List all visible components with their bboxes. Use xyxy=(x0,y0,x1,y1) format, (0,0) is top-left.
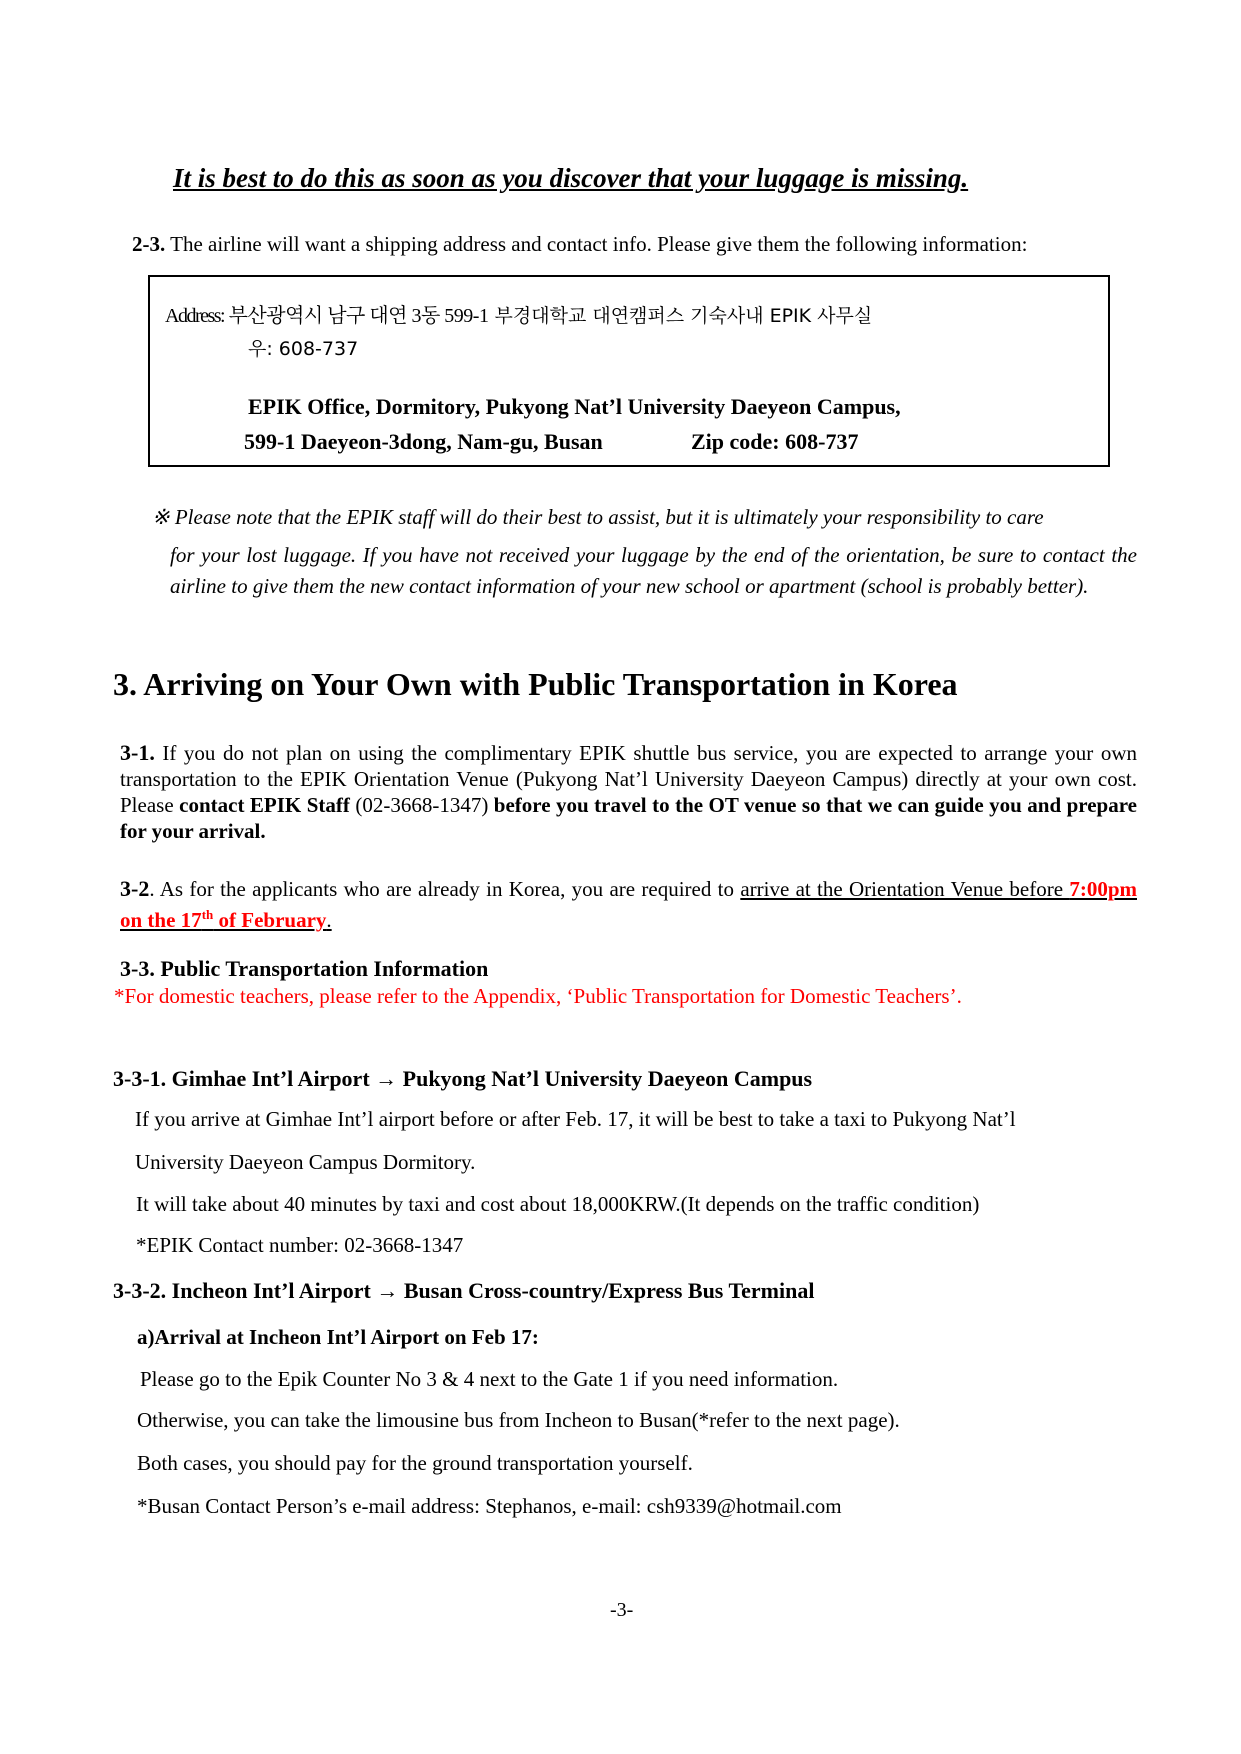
section-3-heading: 3. Arriving on Your Own with Public Transportation in Korea xyxy=(113,666,958,702)
address-en-line1: EPIK Office, Dormitory, Pukyong Nat’l University Daeyeon Campus, xyxy=(248,394,901,419)
section-3-1 xyxy=(120,740,1137,844)
gimhae-line3: It will take about 40 minutes by taxi and cost about 18,000KRW.(It depends on the traffic condition) xyxy=(136,1192,980,1216)
section-num: 2-3. xyxy=(132,232,166,256)
zip-code: Zip code: 608-737 xyxy=(691,429,859,454)
section-3-3-title: 3-3. Public Transportation Information xyxy=(120,956,489,981)
luggage-warning: It is best to do this as soon as you discover that your luggage is missing. xyxy=(173,163,969,193)
note-rest: for your lost luggage. If you have not received your luggage by the end of the orientation, be sure to contact the airline to give them the new contact information of your new school or apartment (school is probably better). xyxy=(170,543,1137,598)
busan-contact: *Busan Contact Person’s e-mail address: Stephanos, e-mail: csh9339@hotmail.com xyxy=(137,1494,842,1518)
superscript: th xyxy=(201,907,214,922)
section-num: 3-1. xyxy=(120,740,155,765)
section-num: 3-2 xyxy=(120,876,150,901)
bold-text: contact EPIK Staff xyxy=(179,793,350,817)
section-2-3 xyxy=(132,234,1027,255)
deadline-month: of February xyxy=(213,908,327,932)
page-number: -3- xyxy=(610,1599,634,1621)
incheon-line1: Please go to the Epik Counter No 3 & 4 next to the Gate 1 if you need information. xyxy=(140,1367,839,1391)
phone: (02-3668-1347) xyxy=(349,793,494,817)
korean-address xyxy=(165,306,872,326)
text: If you do not plan on using the complimentary EPIK shuttle bus service, you are expected to arrange your own transportation to the EPIK Orientation Venue (Pukyong Nat’l University Daeyeon Campus) directly at your own cost. Please xyxy=(120,741,1137,817)
deadline-time: 7:00pm on the 17 xyxy=(120,877,1137,932)
domestic-teacher-note: *For domestic teachers, please refer to the Appendix, ‘Public Transportation for Domestic Teachers’. xyxy=(114,984,962,1008)
note-mark: ※ xyxy=(152,505,170,529)
text: arrive at the Orientation Venue before xyxy=(740,877,1070,901)
section-3-2 xyxy=(120,876,1137,933)
period: . xyxy=(326,908,332,932)
address-kr-main: 부산광역시 남구 대연 3동 599-1 xyxy=(224,305,489,327)
address-label: Address: xyxy=(165,305,225,327)
section-3-3-1-title: 3-3-1. Gimhae Int’l Airport → Pukyong Nat’l University Daeyeon Campus xyxy=(113,1066,813,1091)
gimhae-contact: *EPIK Contact number: 02-3668-1347 xyxy=(136,1233,464,1257)
incheon-subheading: a)Arrival at Incheon Int’l Airport on Feb 17: xyxy=(137,1325,539,1349)
postal-code-kr: 우: 608-737 xyxy=(248,338,359,360)
address-kr-rest: 부경대학교 대연캠퍼스 기숙사내 EPIK 사무실 xyxy=(488,305,873,327)
text: . As for the applicants who are already in Korea, you are required to xyxy=(149,877,741,901)
section-3-3-2-title: 3-3-2. Incheon Int’l Airport → Busan Cross-country/Express Bus Terminal xyxy=(113,1278,815,1303)
note-line1 xyxy=(152,507,1044,528)
incheon-line2: Otherwise, you can take the limousine bus from Incheon to Busan(*refer to the next page). xyxy=(137,1408,900,1432)
note-text: Please note that the EPIK staff will do their best to assist, but it is ultimately your responsibility to care xyxy=(174,505,1044,529)
section-text: The airline will want a shipping address and contact info. Please give them the following information: xyxy=(165,232,1028,256)
address-en-line2: 599-1 Daeyeon-3dong, Nam-gu, Busan xyxy=(244,429,603,454)
gimhae-line1: If you arrive at Gimhae Int’l airport before or after Feb. 17, it will be best to take a taxi to Pukyong Nat’l xyxy=(135,1107,1016,1131)
gimhae-line2: University Daeyeon Campus Dormitory. xyxy=(135,1150,476,1174)
incheon-line3: Both cases, you should pay for the ground transportation yourself. xyxy=(137,1451,693,1475)
bold-text: before you travel to the OT venue so that we can guide you and prepare for your arrival. xyxy=(120,793,1137,843)
